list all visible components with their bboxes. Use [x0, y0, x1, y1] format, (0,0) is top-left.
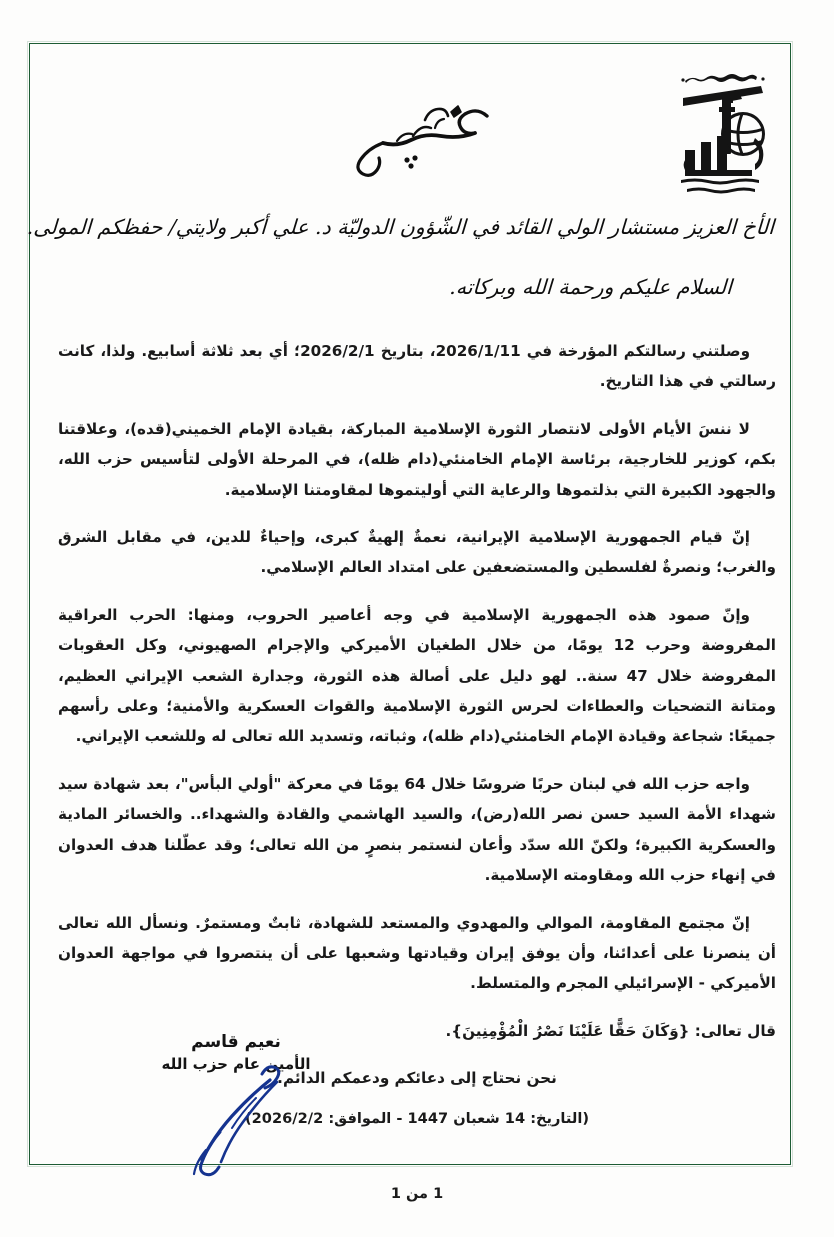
- signatory-title: الأمين عام حزب الله: [161, 1055, 311, 1073]
- signature-block: [96, 1032, 376, 1073]
- closing-line: نحن نحتاج إلى دعائكم ودعمكم الدائم.: [277, 1069, 557, 1088]
- paragraph-1: وصلتني رسالتكم المؤرخة في 2026/1/11، بتاريخ 2026/2/1؛ أي بعد ثلاثة أسابيع. ولذا، كانت رسالتي في هذا التاريخ.: [58, 342, 776, 391]
- paragraph-2: لا ننسَ الأيام الأولى لانتصار الثورة الإسلامية المباركة، بقيادة الإمام الخميني(قده)، وعلاقتنا بكم، كوزير للخارجية، برئاسة الإمام الخامنئي(دام ظله)، في المرحلة الأولى لتأسيس حزب الله، والجهود الكبيرة التي بذلتموها والرعاية التي أوليتموها لمقاومتنا الإسلامية.: [58, 419, 776, 499]
- quran-verse: {وَكَانَ حَقًّا عَلَيْنَا نَصْرُ الْمُؤْمِنِينَ}.: [445, 1021, 690, 1040]
- salutation-block: [26, 214, 775, 299]
- signatory-name: نعيم قاسم: [191, 1032, 281, 1052]
- quran-intro: قال تعالى:: [694, 1021, 776, 1040]
- greeting-line: السلام عليكم ورحمة الله وبركاته.: [448, 274, 733, 299]
- bismillah-calligraphy: [275, 98, 515, 178]
- paragraph-3: إنّ قيام الجمهورية الإسلامية الإيرانية، نعمةٌ إلهيةٌ كبرى، وإحياءٌ للدين، في مقابل الشرق والغرب؛ ونصرةٌ لفلسطين والمستضعفين على امتداد العالم الإسلامي.: [58, 528, 776, 577]
- paragraph-6: إنّ مجتمع المقاومة، الموالي والمهدوي والمستعد للشهادة، ثابتٌ ومستمرٌ. ونسأل الله تعالى أن ينصرنا على أعدائنا، وأن يوفق إيران وقيادتها وشعبها على أن ينتصروا في مواجهة العدوان الأميركي - الإسرائيلي المجرم والمتسلط.: [58, 913, 776, 993]
- page-indicator: 1 من 1: [390, 1186, 444, 1202]
- date-stamp: (التاريخ: 14 شعبان 1447 - الموافق: 2026/2/2): [244, 1109, 590, 1127]
- hezbollah-logo: [667, 68, 783, 196]
- letter-header: [29, 58, 805, 208]
- paragraph-5: واجه حزب الله في لبنان حربًا ضروسًا خلال 64 يومًا في معركة "أولي البأس"، بعد شهادة سيد شهداء الأمة السيد حسن نصر الله(رض)، والسيد الهاشمي والقادة والشهداء.. والخسائر المادية والعسكرية الكبيرة؛ ولكنّ الله سدّد وأعان لنستمر بنصرٍ من الله تعالى؛ وقد عطّلنا هدف العدوان في إنهاء حزب الله ومقاومته الإسلامية.: [58, 774, 776, 885]
- letter-body: [58, 336, 776, 1127]
- page-footer: [0, 1186, 834, 1202]
- addressee-line: الأخ العزيز مستشار الولي القائد في الشّؤون الدوليّة د. علي أكبر ولايتي/ حفظكم المولى.: [26, 215, 775, 239]
- paragraph-4: وإنّ صمود هذه الجمهورية الإسلامية في وجه أعاصير الحروب، ومنها: الحرب العراقية المفروضة وحرب 12 يومًا، من خلال الطغيان الأميركي والإجرام الصهيوني، وكل العقوبات المفروضة خلال 47 سنة.. لهو دليل على أصالة هذه الثورة، وجدارة الشعب الإيراني العظيم، ومتانة التضحيات والعطاءات لحرس الثورة الإسلامية والقوات العسكرية والأمنية؛ وعلى رأسهم جميعًا: شجاعة وقيادة الإمام الخامنئي(دام ظله)، وثباته، وتسديد الله تعالى له وللشعب الإيراني.: [58, 605, 777, 746]
